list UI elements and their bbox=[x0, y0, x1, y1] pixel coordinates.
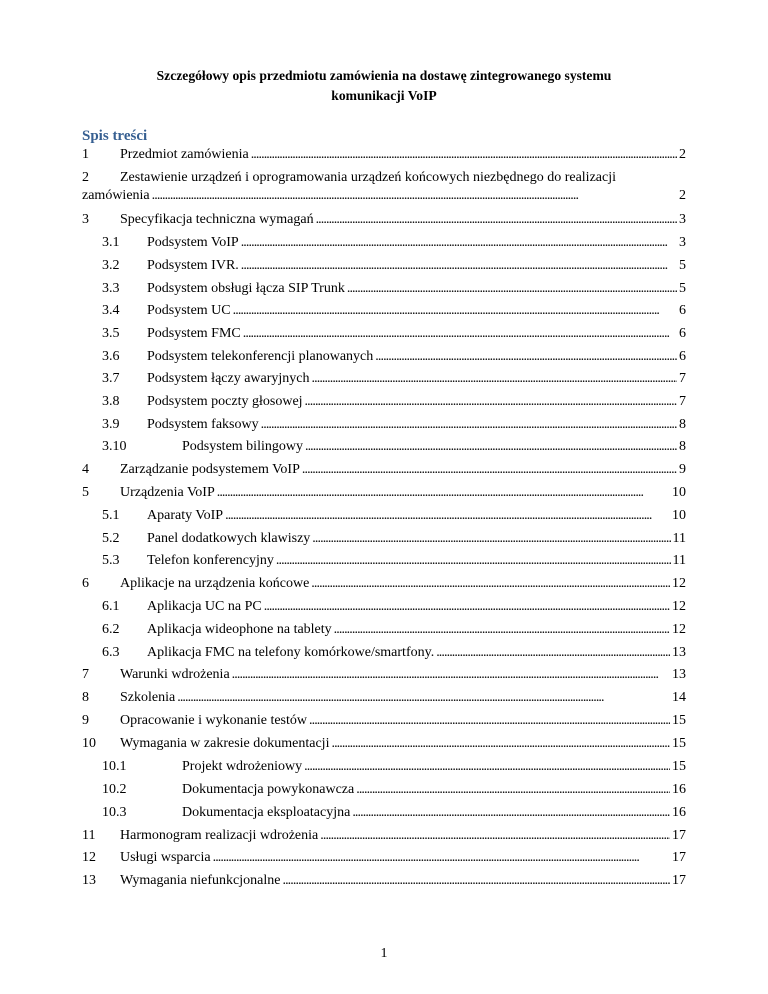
toc-entry-title: Projekt wdrożeniowy bbox=[182, 759, 303, 774]
toc-entry-title: Aplikacja UC na PC bbox=[147, 599, 262, 614]
toc-entry-page: 6 bbox=[679, 349, 686, 364]
toc-entry-number: 2 bbox=[82, 170, 89, 185]
toc-entry[interactable] bbox=[82, 872, 686, 890]
toc-entry-title: Urządzenia VoIP bbox=[120, 485, 215, 500]
toc-entry-row bbox=[82, 393, 686, 411]
toc-entry-title: Harmonogram realizacji wdrożenia bbox=[120, 828, 319, 843]
toc-leader-dots bbox=[282, 872, 670, 890]
toc-entry-number: 1 bbox=[82, 147, 89, 162]
toc-entry-number: 6.3 bbox=[102, 645, 120, 660]
toc-entry-title: Zarządzanie podsystemem VoIP bbox=[120, 462, 300, 477]
toc-leader-dots bbox=[225, 507, 670, 525]
toc-entry[interactable] bbox=[82, 348, 686, 366]
page-number: 1 bbox=[380, 946, 388, 961]
toc-entry-row bbox=[82, 758, 686, 776]
toc-heading: Spis treści bbox=[82, 128, 148, 144]
toc-entry-row bbox=[82, 644, 686, 662]
toc-leader-dots bbox=[276, 552, 671, 570]
toc-leader-dots bbox=[316, 211, 677, 229]
toc-leader-dots bbox=[436, 644, 670, 662]
toc-entry-number: 3.3 bbox=[102, 281, 120, 296]
toc-entry-row bbox=[82, 872, 686, 890]
toc-entry[interactable] bbox=[82, 689, 686, 707]
toc-entry-row bbox=[82, 530, 686, 548]
toc-entry-row bbox=[82, 280, 686, 298]
toc-entry-page: 8 bbox=[679, 439, 686, 454]
toc-entry-number: 10 bbox=[82, 736, 96, 751]
toc-entry-title: zamówienia bbox=[82, 188, 150, 203]
toc-entry-page: 6 bbox=[679, 303, 686, 318]
toc-entry-row bbox=[82, 257, 686, 275]
toc-entry-row bbox=[82, 552, 686, 570]
toc-entry-title: Dokumentacja powykonawcza bbox=[182, 782, 355, 797]
toc-entry-number: 3.5 bbox=[102, 326, 120, 341]
toc-leader-dots bbox=[251, 146, 677, 164]
toc-entry[interactable] bbox=[82, 735, 686, 753]
toc-entry-number: 5.3 bbox=[102, 553, 120, 568]
toc-entry-title: Aplikacja wideophone na tablety bbox=[147, 622, 332, 637]
toc-entry-title: Podsystem poczty głosowej bbox=[147, 394, 303, 409]
toc-entry-page: 15 bbox=[672, 759, 686, 774]
toc-entry[interactable] bbox=[82, 302, 686, 320]
toc-entry-row bbox=[82, 234, 686, 252]
toc-entry[interactable] bbox=[82, 644, 686, 662]
toc-leader-dots bbox=[347, 280, 677, 298]
toc-entry-row bbox=[82, 849, 686, 867]
toc-leader-dots bbox=[311, 575, 670, 593]
toc-entry-page: 7 bbox=[679, 394, 686, 409]
toc-entry-title: Dokumentacja eksploatacyjna bbox=[182, 805, 351, 820]
toc-entry[interactable] bbox=[82, 461, 686, 479]
toc-leader-dots bbox=[375, 348, 677, 366]
toc-entry[interactable] bbox=[82, 621, 686, 639]
toc-entry-number: 6.1 bbox=[102, 599, 120, 614]
toc-entry-page: 8 bbox=[679, 417, 686, 432]
document-title-line-2: komunikacji VoIP bbox=[331, 88, 437, 103]
toc-entry-row bbox=[82, 348, 686, 366]
toc-entry-title: Aplikacja FMC na telefony komórkowe/smartfony. bbox=[147, 645, 435, 660]
toc-entry-title: Opracowanie i wykonanie testów bbox=[120, 713, 307, 728]
document-title bbox=[0, 66, 768, 106]
toc-entry-page: 15 bbox=[672, 736, 686, 751]
toc-entry-number: 3.10 bbox=[102, 439, 127, 454]
toc-leader-dots bbox=[243, 325, 677, 343]
toc-entry-title: Podsystem faksowy bbox=[147, 417, 259, 432]
toc-entry-page: 10 bbox=[672, 508, 686, 523]
toc-entry-row bbox=[82, 781, 686, 799]
toc-leader-dots bbox=[232, 666, 670, 684]
toc-entry-number: 3.9 bbox=[102, 417, 120, 432]
toc-entry-number: 3.7 bbox=[102, 371, 120, 386]
toc-entry-row bbox=[82, 438, 686, 456]
toc-entry[interactable] bbox=[82, 416, 686, 434]
toc-entry-row bbox=[82, 416, 686, 434]
toc-entry-row bbox=[82, 575, 686, 593]
toc-leader-dots bbox=[331, 735, 670, 753]
toc-entry-page: 12 bbox=[672, 599, 686, 614]
toc-entry-title: Szkolenia bbox=[120, 690, 176, 705]
toc-entry[interactable] bbox=[82, 393, 686, 411]
toc-entry-page: 15 bbox=[672, 713, 686, 728]
toc-leader-dots bbox=[152, 187, 677, 205]
toc-entry-title: Podsystem FMC bbox=[147, 326, 241, 341]
toc-entry-row bbox=[82, 302, 686, 320]
toc-entry-page: 17 bbox=[672, 873, 686, 888]
toc-entry-number: 8 bbox=[82, 690, 89, 705]
toc-entry-page: 17 bbox=[672, 828, 686, 843]
toc-entry-number: 10.2 bbox=[102, 782, 127, 797]
toc-leader-dots bbox=[320, 827, 670, 845]
toc-leader-dots bbox=[312, 370, 677, 388]
toc-entry-number: 3.4 bbox=[102, 303, 120, 318]
toc-entry[interactable] bbox=[82, 280, 686, 298]
toc-entry-number: 6.2 bbox=[102, 622, 120, 637]
toc-entry-number: 3.2 bbox=[102, 258, 120, 273]
toc-leader-dots bbox=[241, 234, 677, 252]
toc-entry[interactable] bbox=[82, 484, 686, 502]
toc-entry[interactable] bbox=[82, 169, 686, 205]
toc-entry-row bbox=[82, 735, 686, 753]
toc-entry-title: Panel dodatkowych klawiszy bbox=[147, 531, 311, 546]
toc-entry-title-part: Zestawienie urządzeń i oprogramowania urządzeń końcowych niezbędnego do realizacji bbox=[120, 170, 616, 185]
toc-entry-title: Aplikacje na urządzenia końcowe bbox=[120, 576, 310, 591]
toc-entry[interactable] bbox=[82, 438, 686, 456]
toc-entry-page: 14 bbox=[672, 690, 686, 705]
toc-entry-page: 9 bbox=[679, 462, 686, 477]
toc-leader-dots bbox=[356, 781, 670, 799]
toc-entry-page: 12 bbox=[672, 622, 686, 637]
toc-entry-page: 2 bbox=[679, 188, 686, 203]
toc-leader-dots bbox=[217, 484, 670, 502]
toc-entry[interactable] bbox=[82, 257, 686, 275]
toc-entry-number: 9 bbox=[82, 713, 89, 728]
toc-entry-number: 6 bbox=[82, 576, 89, 591]
toc-leader-dots bbox=[305, 393, 677, 411]
toc-entry-number: 13 bbox=[82, 873, 96, 888]
toc-entry-row bbox=[82, 325, 686, 343]
toc-leader-dots bbox=[241, 257, 677, 275]
toc-entry-page: 5 bbox=[679, 258, 686, 273]
toc-entry-page: 11 bbox=[672, 531, 686, 546]
toc-entry[interactable] bbox=[82, 666, 686, 684]
toc-entry-page: 13 bbox=[672, 667, 686, 682]
toc-entry-number: 3.6 bbox=[102, 349, 120, 364]
toc-leader-dots bbox=[304, 758, 670, 776]
toc-entry-row bbox=[82, 689, 686, 707]
toc-entry-page: 17 bbox=[672, 850, 686, 865]
toc-entry-row bbox=[82, 370, 686, 388]
toc-leader-dots bbox=[233, 302, 677, 320]
toc-entry-number: 12 bbox=[82, 850, 96, 865]
toc-entry-page: 11 bbox=[672, 553, 686, 568]
toc-entry[interactable] bbox=[82, 530, 686, 548]
toc-entry-number: 5 bbox=[82, 485, 89, 500]
toc-entry-title: Podsystem IVR. bbox=[147, 258, 239, 273]
toc-entry-number: 10.3 bbox=[102, 805, 127, 820]
toc-entry-title: Podsystem UC bbox=[147, 303, 231, 318]
toc-entry-title: Przedmiot zamówienia bbox=[120, 147, 249, 162]
toc-entry-title: Podsystem bilingowy bbox=[182, 439, 303, 454]
toc-entry-number: 5.1 bbox=[102, 508, 120, 523]
toc-entry-number: 4 bbox=[82, 462, 89, 477]
toc-entry-title: Podsystem łączy awaryjnych bbox=[147, 371, 310, 386]
toc-entry[interactable] bbox=[82, 758, 686, 776]
toc-entry-row bbox=[82, 461, 686, 479]
toc-entry[interactable] bbox=[82, 370, 686, 388]
toc-entry-row bbox=[82, 146, 686, 164]
toc-entry-row bbox=[82, 621, 686, 639]
toc-entry[interactable] bbox=[82, 575, 686, 593]
toc-entry-row bbox=[82, 712, 686, 730]
toc-entry[interactable] bbox=[82, 507, 686, 525]
toc-entry-page: 12 bbox=[672, 576, 686, 591]
toc-entry[interactable] bbox=[82, 849, 686, 867]
toc-entry[interactable] bbox=[82, 552, 686, 570]
toc-entry-title: Podsystem VoIP bbox=[147, 235, 239, 250]
toc-leader-dots bbox=[352, 804, 670, 822]
toc-entry-title: Aparaty VoIP bbox=[147, 508, 224, 523]
toc-entry-title: Wymagania w zakresie dokumentacji bbox=[120, 736, 330, 751]
toc-entry[interactable] bbox=[82, 146, 686, 164]
toc-entry-page: 10 bbox=[672, 485, 686, 500]
toc-entry-row bbox=[82, 666, 686, 684]
toc-leader-dots bbox=[264, 598, 670, 616]
toc-entry-row bbox=[82, 507, 686, 525]
toc-entry-number: 7 bbox=[82, 667, 89, 682]
toc-entry-number: 3.8 bbox=[102, 394, 120, 409]
toc-entry[interactable] bbox=[82, 598, 686, 616]
document-title-line-1: Szczegółowy opis przedmiotu zamówienia na dostawę zintegrowanego systemu bbox=[156, 68, 612, 83]
toc-entry-page: 5 bbox=[679, 281, 686, 296]
toc-entry-number: 3.1 bbox=[102, 235, 120, 250]
toc-entry-page: 3 bbox=[679, 235, 686, 250]
toc-entry[interactable] bbox=[82, 804, 686, 822]
toc-entry-title-line bbox=[82, 169, 686, 187]
toc-entry-title: Warunki wdrożenia bbox=[120, 667, 230, 682]
toc-leader-dots bbox=[213, 849, 670, 867]
toc-entry[interactable] bbox=[82, 781, 686, 799]
toc-leader-dots bbox=[261, 416, 677, 434]
toc-leader-dots bbox=[309, 712, 670, 730]
toc-leader-dots bbox=[312, 530, 670, 548]
toc-entry-row bbox=[82, 187, 686, 205]
toc-entry[interactable] bbox=[82, 325, 686, 343]
toc-entry-number: 5.2 bbox=[102, 531, 120, 546]
toc-entry-title: Wymagania niefunkcjonalne bbox=[120, 873, 281, 888]
toc-entry[interactable] bbox=[82, 827, 686, 845]
toc-entry-row bbox=[82, 598, 686, 616]
toc-entry-number: 11 bbox=[82, 828, 96, 843]
toc-entry-title: Telefon konferencyjny bbox=[147, 553, 274, 568]
toc-entry-page: 3 bbox=[679, 212, 686, 227]
toc-entry-page: 16 bbox=[672, 805, 686, 820]
toc-entry-title: Podsystem obsługi łącza SIP Trunk bbox=[147, 281, 345, 296]
toc-leader-dots bbox=[177, 689, 670, 707]
toc-entry-number: 10.1 bbox=[102, 759, 127, 774]
toc-entry-number: 3 bbox=[82, 212, 89, 227]
toc-entry[interactable] bbox=[82, 211, 686, 229]
toc-entry-page: 2 bbox=[679, 147, 686, 162]
toc-entry-title: Specyfikacja techniczna wymagań bbox=[120, 212, 314, 227]
toc-entry[interactable] bbox=[82, 712, 686, 730]
toc-leader-dots bbox=[305, 438, 677, 456]
toc-entry-row bbox=[82, 211, 686, 229]
toc-entry-row bbox=[82, 804, 686, 822]
toc-entry-page: 16 bbox=[672, 782, 686, 797]
toc-entry-page: 6 bbox=[679, 326, 686, 341]
toc-entry-title: Podsystem telekonferencji planowanych bbox=[147, 349, 374, 364]
toc-entry-page: 13 bbox=[672, 645, 686, 660]
toc-entry-title: Usługi wsparcia bbox=[120, 850, 211, 865]
toc-leader-dots bbox=[334, 621, 670, 639]
toc-entry[interactable] bbox=[82, 234, 686, 252]
toc-entry-row bbox=[82, 827, 686, 845]
toc-entry-page: 7 bbox=[679, 371, 686, 386]
toc-leader-dots bbox=[302, 461, 677, 479]
toc-entry-row bbox=[82, 484, 686, 502]
